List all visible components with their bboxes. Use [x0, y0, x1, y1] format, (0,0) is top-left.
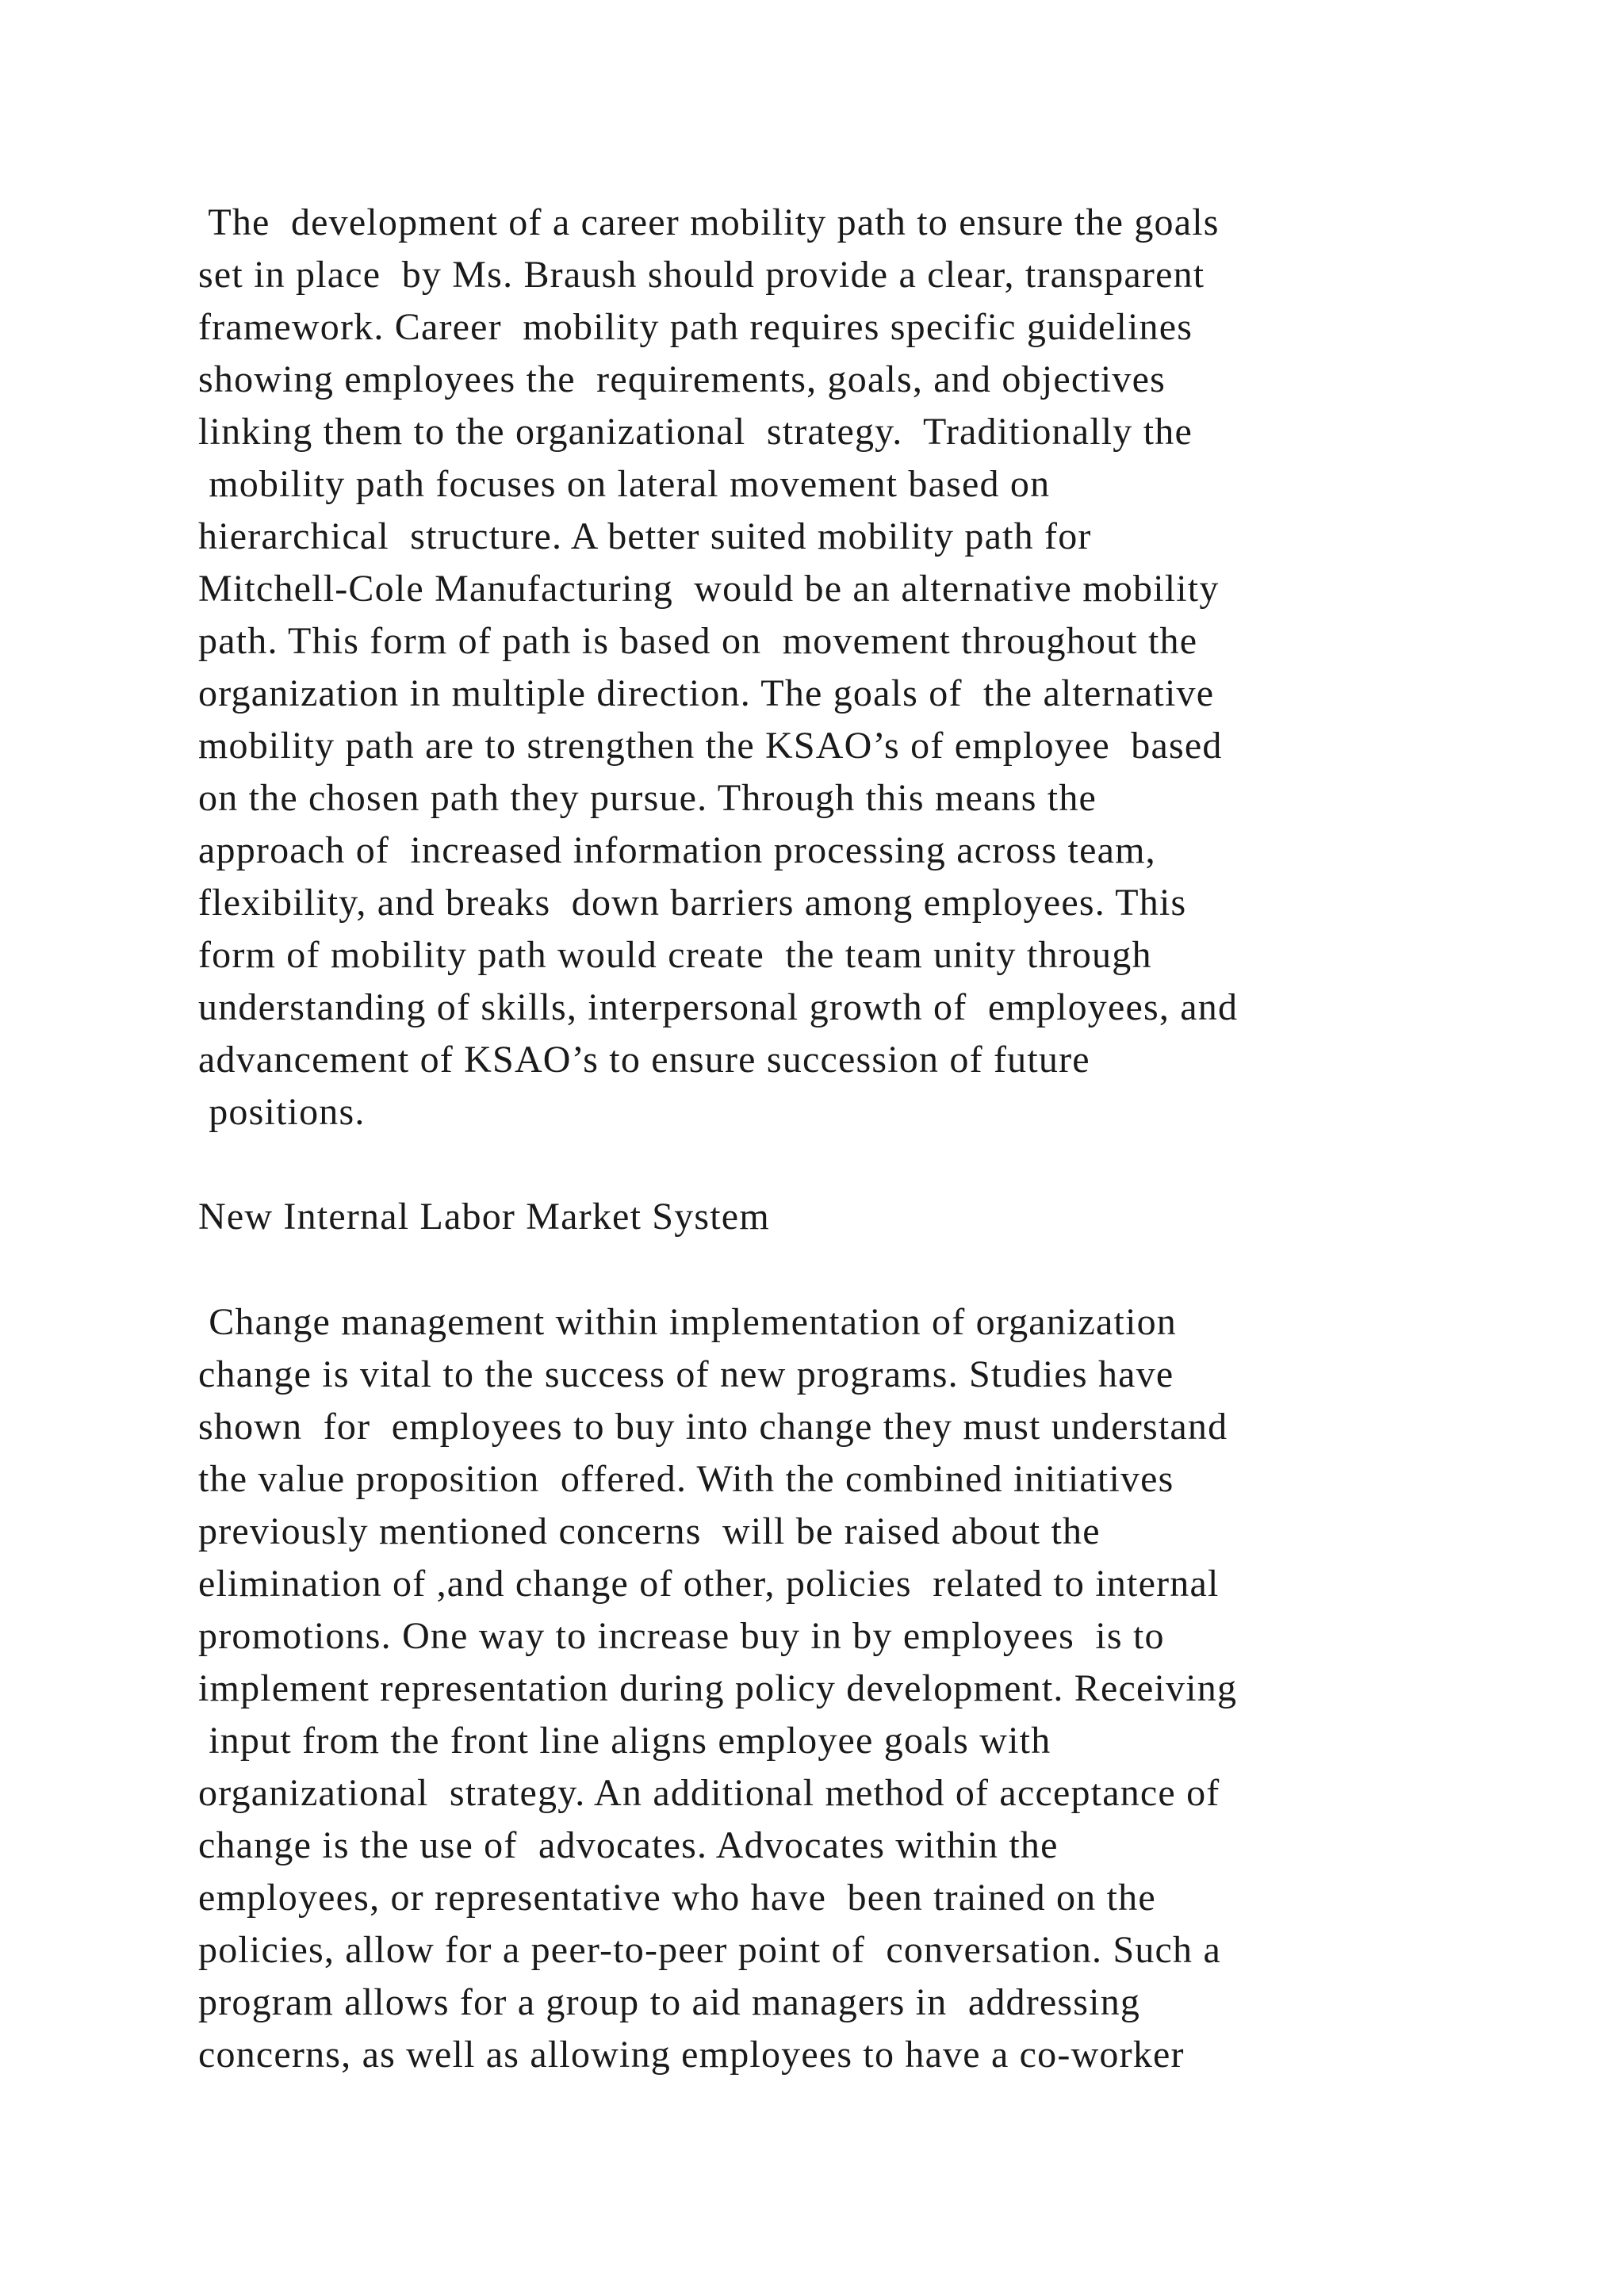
text-line: previously mentioned concerns will be raised about the — [198, 1510, 1101, 1552]
text-line: set in place by Ms. Braush should provide a clear, transparent — [198, 254, 1205, 296]
text-line: understanding of skills, interpersonal growth of employees, and — [198, 986, 1239, 1028]
heading-text: New Internal Labor Market System — [198, 1196, 770, 1238]
text-line: implement representation during policy development. Receiving — [198, 1667, 1238, 1709]
text-line: The development of a career mobility path to ensure the goals — [198, 201, 1220, 243]
paragraph-change-management — [198, 1296, 1546, 2081]
text-line: policies, allow for a peer-to-peer point of conversation. Such a — [198, 1929, 1221, 1971]
text-line: concerns, as well as allowing employees to have a co-worker — [198, 2034, 1185, 2076]
text-line: mobility path focuses on lateral movement based on — [198, 463, 1051, 505]
text-line: positions. — [198, 1091, 366, 1133]
text-line: linking them to the organizational strategy. Traditionally the — [198, 411, 1193, 453]
text-line: framework. Career mobility path requires specific guidelines — [198, 306, 1193, 348]
paragraph-career-mobility — [198, 197, 1546, 1138]
text-line: input from the front line aligns employee goals with — [198, 1720, 1051, 1762]
text-line: shown for employees to buy into change they must understand — [198, 1406, 1228, 1448]
text-line: on the chosen path they pursue. Through this means the — [198, 777, 1097, 819]
text-line: the value proposition offered. With the combined initiatives — [198, 1458, 1174, 1500]
text-line: change is the use of advocates. Advocates within the — [198, 1824, 1059, 1866]
text-line: Change management within implementation of organization — [198, 1301, 1178, 1343]
text-line: employees, or representative who have been trained on the — [198, 1877, 1156, 1919]
text-line: organizational strategy. An additional method of acceptance of — [198, 1772, 1220, 1814]
text-line: advancement of KSAO’s to ensure succession of future — [198, 1039, 1090, 1081]
text-line: showing employees the requirements, goals, and objectives — [198, 358, 1166, 400]
text-line: path. This form of path is based on movement throughout the — [198, 620, 1198, 662]
text-line: promotions. One way to increase buy in by employees is to — [198, 1615, 1165, 1657]
text-line: program allows for a group to aid managers in addressing — [198, 1981, 1141, 2023]
text-line: approach of increased information processing across team, — [198, 829, 1156, 871]
text-line: organization in multiple direction. The goals of the alternative — [198, 672, 1215, 714]
text-line: elimination of ,and change of other, policies related to internal — [198, 1563, 1220, 1605]
text-line: hierarchical structure. A better suited mobility path for — [198, 515, 1092, 557]
text-line: flexibility, and breaks down barriers among employees. This — [198, 882, 1187, 924]
text-line: mobility path are to strengthen the KSAO’s of employee based — [198, 725, 1223, 767]
text-line: change is vital to the success of new programs. Studies have — [198, 1353, 1174, 1395]
text-line: Mitchell-Cole Manufacturing would be an alternative mobility — [198, 568, 1220, 610]
text-line: form of mobility path would create the team unity through — [198, 934, 1152, 976]
section-heading — [198, 1191, 1546, 1243]
